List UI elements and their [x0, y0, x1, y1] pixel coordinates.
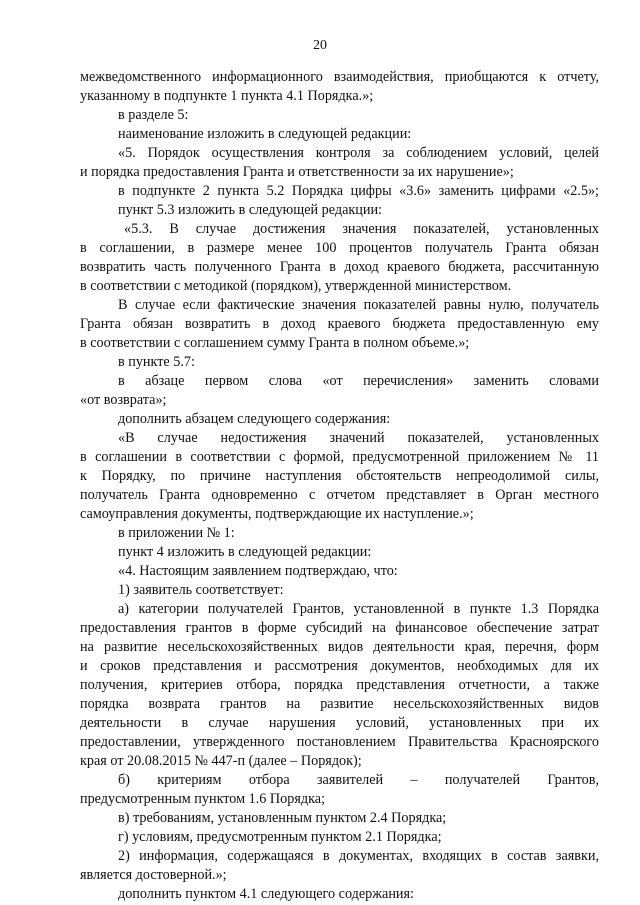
text-line: предоставлении, утвержденного постановлением Правительства Красноярского	[80, 734, 599, 750]
text-line: 2) информация, содержащаяся в документах, входящих в состав заявки,	[118, 848, 599, 864]
text-line: в пункте 5.7:	[118, 354, 195, 370]
text-line: 1) заявитель соответствует:	[118, 582, 284, 598]
text-line: в соответствии с соглашением сумму Гранта в полном объеме.»;	[80, 335, 470, 351]
text-line: и сроков представления и рассмотрения документов, необходимых для их	[80, 658, 599, 674]
text-line: г) условиям, предусмотренным пунктом 2.1 Порядка;	[118, 829, 442, 845]
page-number: 20	[313, 38, 327, 53]
text-line: «5.3. В случае достижения значения показателей, установленных	[124, 221, 599, 237]
document-body	[80, 68, 599, 904]
text-line: предоставления грантов в форме субсидий на финансовое обеспечение затрат	[80, 620, 599, 636]
text-line: наименование изложить в следующей редакции:	[118, 126, 412, 142]
text-line: на развитие несельскохозяйственных видов деятельности края, перечня, форм	[80, 639, 599, 655]
text-line: б) критериям отбора заявителей – получателей Грантов,	[118, 772, 599, 788]
text-line: «5. Порядок осуществления контроля за соблюдением условий, целей	[118, 145, 599, 161]
text-line: В случае если фактические значения показателей равны нулю, получатель	[118, 297, 599, 313]
text-line: «В случае недостижения значений показателей, установленных	[118, 430, 599, 446]
text-line: получения, критериев отбора, порядка представления отчетности, а также	[80, 677, 599, 693]
text-line: является достоверной.»;	[80, 867, 227, 883]
text-line: а) категории получателей Грантов, установленной в пункте 1.3 Порядка	[118, 601, 599, 617]
text-line: в) требованиям, установленным пунктом 2.4 Порядка;	[118, 810, 447, 826]
text-line: пункт 4 изложить в следующей редакции:	[118, 544, 372, 560]
text-line: «4. Настоящим заявлением подтверждаю, что:	[118, 563, 398, 579]
text-line: пункт 5.3 изложить в следующей редакции:	[118, 202, 382, 218]
text-line: края от 20.08.2015 № 447-п (далее – Порядок);	[80, 753, 362, 769]
text-line: и порядка предоставления Гранта и ответственности за их нарушение»;	[80, 164, 514, 180]
text-line: порядка возврата грантов на развитие несельскохозяйственных видов	[80, 696, 599, 712]
text-line: межведомственного информационного взаимодействия, приобщаются к отчету,	[80, 69, 599, 85]
text-line: «от возврата»;	[80, 392, 167, 408]
text-line: Гранта обязан возвратить в доход краевого бюджета предоставленную ему	[80, 316, 599, 332]
text-line: в соглашении в соответствии с формой, предусмотренной приложением № 11	[80, 449, 599, 465]
text-line: в соответствии с методикой (порядком), утвержденной министерством.	[80, 278, 512, 294]
text-line: деятельности в случае нарушения условий, установленных при их	[80, 715, 599, 731]
text-line: в соглашении, в размере менее 100 процентов получатель Гранта обязан	[80, 240, 599, 256]
text-line: дополнить пунктом 4.1 следующего содержания:	[118, 886, 414, 902]
text-line: к Порядку, по причине наступления обстоятельств непреодолимой силы,	[80, 468, 599, 484]
text-line: самоуправления документы, подтверждающие их наступление.»;	[80, 506, 474, 522]
text-line: в абзаце первом слова «от перечисления» заменить словами	[118, 373, 599, 389]
text-line: предусмотренным пунктом 1.6 Порядка;	[80, 791, 326, 807]
text-line: возвратить часть полученного Гранта в доход краевого бюджета, рассчитанную	[80, 259, 599, 275]
text-line: дополнить абзацем следующего содержания:	[118, 411, 391, 427]
text-line: в разделе 5:	[118, 107, 189, 123]
text-line: указанному в подпункте 1 пункта 4.1 Порядка.»;	[80, 88, 374, 104]
text-line: в приложении № 1:	[118, 525, 235, 541]
text-line: в подпункте 2 пункта 5.2 Порядка цифры «3.6» заменить цифрами «2.5»;	[118, 183, 599, 199]
text-line: получатель Гранта одновременно с отчетом представляет в Орган местного	[80, 487, 599, 503]
